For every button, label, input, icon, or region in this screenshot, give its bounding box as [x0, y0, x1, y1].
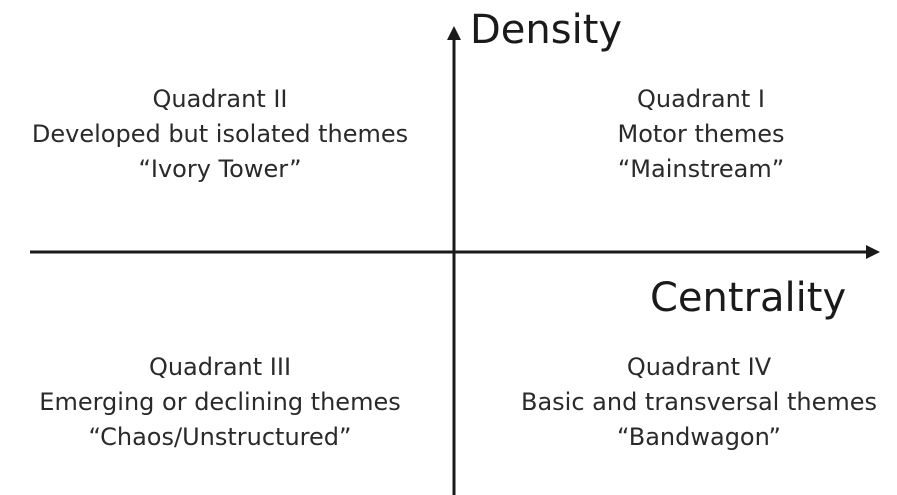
quadrant-iii-nickname: “Chaos/Unstructured”	[88, 423, 352, 451]
x-axis-arrowhead	[866, 245, 880, 259]
quadrant-i-name: Quadrant I	[637, 85, 765, 113]
quadrant-iii-name: Quadrant III	[148, 353, 292, 381]
y-axis-label: Density	[470, 7, 623, 53]
x-axis-label: Centrality	[650, 275, 847, 321]
quadrant-ii-name: Quadrant II	[152, 85, 288, 113]
quadrant-iv-description: Basic and transversal themes	[520, 388, 878, 416]
quadrant-iv	[479, 350, 897, 455]
quadrant-iv-nickname: “Bandwagon”	[617, 423, 781, 451]
quadrant-ii-description: Developed but isolated themes	[31, 120, 409, 148]
quadrant-i-nickname: “Mainstream”	[617, 155, 785, 183]
quadrant-i	[481, 82, 897, 187]
quadrant-ii-nickname: “Ivory Tower”	[138, 155, 302, 183]
quadrant-i-description: Motor themes	[617, 120, 785, 148]
quadrant-iv-name: Quadrant IV	[626, 353, 772, 381]
quadrant-iii-description: Emerging or declining themes	[39, 388, 401, 416]
quadrant-iii	[0, 350, 440, 455]
quadrant-ii	[0, 82, 440, 187]
y-axis-arrowhead	[447, 26, 461, 40]
